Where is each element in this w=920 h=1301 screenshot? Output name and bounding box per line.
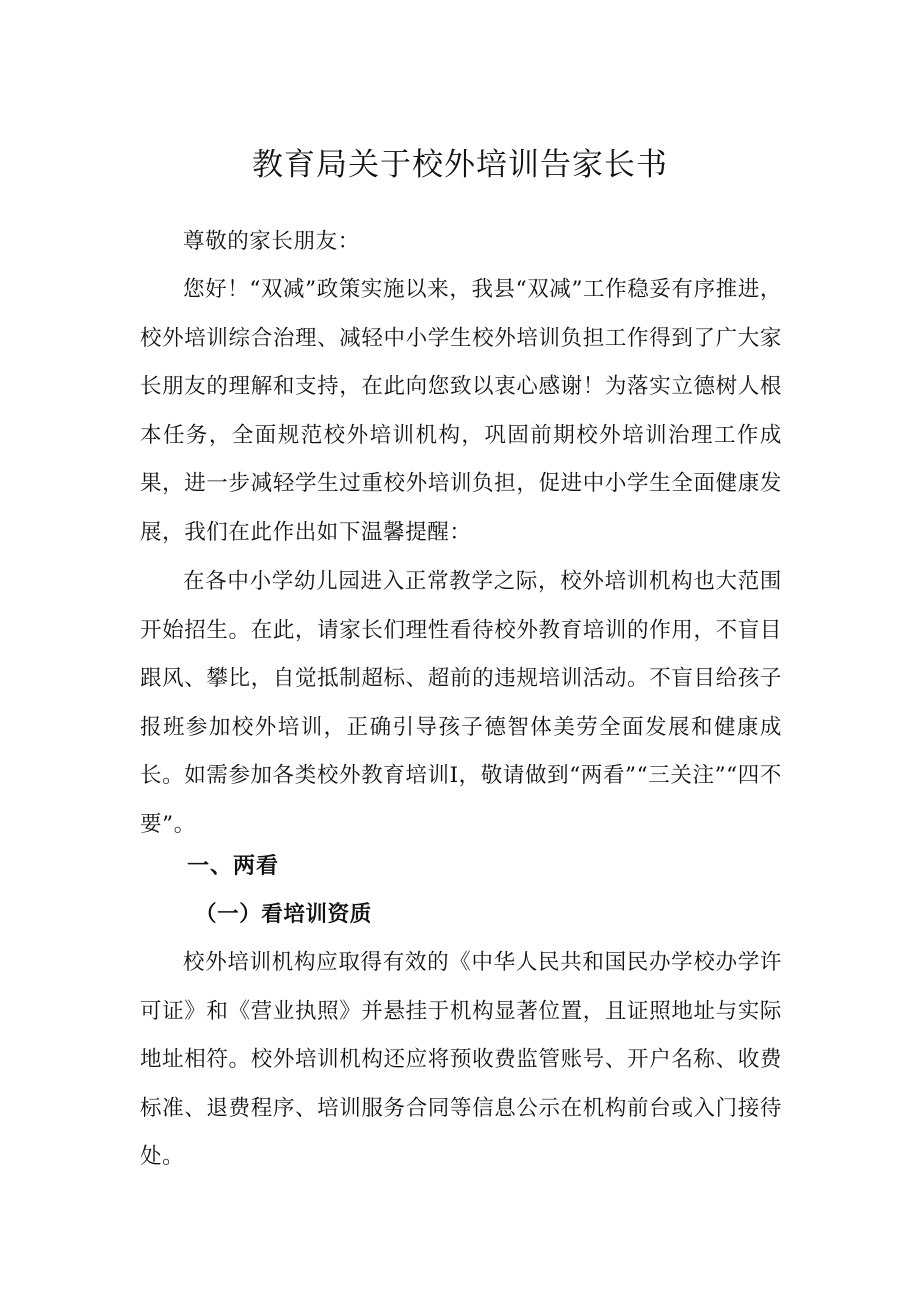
salutation: 尊敬的家长朋友：	[183, 229, 360, 254]
reminder-paragraph: 在各中小学幼儿园进入正常教学之际，校外培训机构也大范围开始招生。在此，请家长们理性看待校外教育培训的作用，不盲目跟风、攀比，自觉抵制超标、超前的违规培训活动。不盲目给孩子报班参加校外培训，正确引导孩子德智体美劳全面发展和健康成长。如需参加各类校外教育培训I，敬请做到“两看”“三关注”“四不要”。	[140, 569, 782, 837]
document-title: 教育局关于校外培训告家长书	[252, 147, 668, 183]
intro-paragraph: 您好！“双减”政策实施以来，我县“双减”工作稳妥有序推进，校外培训综合治理、减轻中小学生校外培训负担工作得到了广大家长朋友的理解和支持，在此向您致以衷心感谢！为落实立德树人根本任务，全面规范校外培训机构，巩固前期校外培训治理工作成果，进一步减轻学生过重校外培训负担，促进中小学生全面健康发展，我们在此作出如下温馨提醒：	[140, 277, 782, 545]
subsection-heading-qualification: （一）看培训资质	[195, 902, 372, 927]
qualification-paragraph: 校外培训机构应取得有效的《中华人民共和国民办学校办学许可证》和《营业执照》并悬挂于机构显著位置，且证照地址与实际地址相符。校外培训机构还应将预收费监管账号、开户名称、收费标准、退费程序、培训服务合同等信息公示在机构前台或入门接待处。	[140, 950, 782, 1169]
section-heading-two-looks: 一、两看	[187, 854, 280, 879]
